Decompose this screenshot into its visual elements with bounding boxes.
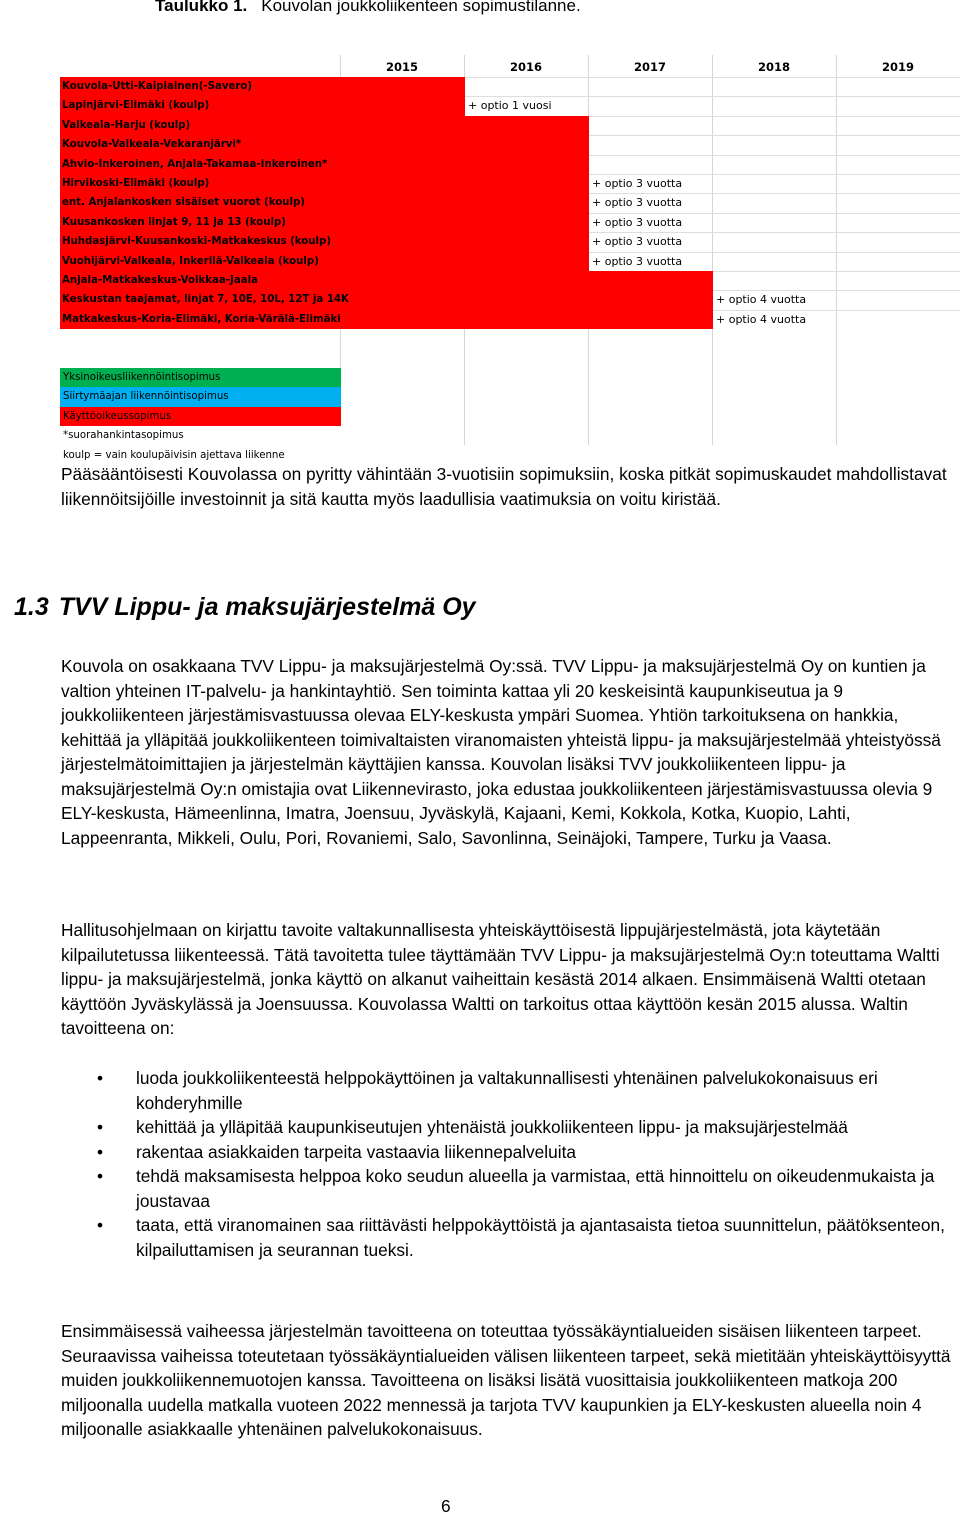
list-item: • rakentaa asiakkaiden tarpeita vastaavia liikennepalveluita [61, 1140, 951, 1165]
option-note: + optio 3 vuotta [592, 177, 683, 190]
contract-row [60, 271, 960, 290]
table-caption [155, 0, 581, 16]
option-note: + optio 4 vuotta [716, 293, 807, 307]
paragraph-contract-length: Pääsääntöisesti Kouvolassa on pyritty vähintään 3-vuotisiin sopimuksiin, koska pitkät sopimuskaudet mahdollistavat liikennöitsijöille investoinnit ja sitä kautta myös laadullisia vaatimuksia on voitu kiristää. [61, 464, 947, 509]
caption-text: Kouvolan joukkoliikenteen sopimustilanne. [261, 0, 581, 15]
contract-label: Kouvola-Utti-Kaipiainen(-Savero) [62, 81, 253, 92]
option-note: + optio 1 vuosi [468, 99, 552, 113]
contract-gantt-chart [60, 55, 960, 461]
waltti-goals-list [61, 1066, 951, 1262]
section-title: TVV Lippu- ja maksujärjestelmä Oy [58, 593, 476, 621]
year-label-2018: 2018 [757, 60, 790, 74]
list-item: • taata, että viranomainen saa riittävästi helppokäyttöistä ja ajantasaista tietoa suunnittelun, päätöksenteon, kilpailuttamisen ja seurannan tueksi. [61, 1213, 951, 1262]
list-item: • kehittää ja ylläpitää kaupunkiseutujen yhtenäistä joukkoliikenteen lippu- ja maksujärjestelmää [61, 1115, 951, 1140]
contract-label: Kouvola-Valkeala-Vekaranjärvi* [62, 139, 242, 151]
paragraph-tvv-company: Kouvola on osakkaana TVV Lippu- ja maksujärjestelmä Oy:ssä. TVV Lippu- ja maksujärjestelmä Oy on kuntien ja valtion yhteinen IT-palvelu- ja hankintayhtiö. Sen toiminta kattaa yli 20 keskeisintä kaupunkiseutua ja 9 joukkoliikenteen järjestämisvastuussa olevaa ELY-keskusta ympäri Suomea. Yhtiön tarkoituksena on hankkia, kehittää ja ylläpitää joukkoliikenteen toimivaltaisten viranomaisten yhteistä lippu- ja maksujärjestelmää yhteistyössä järjestelmätoimittajien ja järjestelmän käyttäjien kanssa. Kouvolan lisäksi TVV joukkoliikenteen lippu- ja maksujärjestelmä Oy:n omistajia ovat Liikennevirasto, joka edustaa joukkoliikenteen järjestämisvastuussa olevia 9 ELY-keskusta, Hämeenlinna, Imatra, Joensuu, Jyväskylä, Kajaani, Kemi, Kokkola, Kotka, Kuopio, Lahti, Lappeenranta, Mikkeli, Oulu, Pori, Rovaniemi, Salo, Savonlinna, Seinäjoki, Tampere, Turku ja Vaasa. [61, 656, 941, 848]
option-note: + optio 4 vuotta [716, 312, 807, 326]
contract-row [60, 174, 960, 193]
contract-label: ent. Anjalankosken sisäiset vuorot (koulp) [62, 197, 305, 209]
contract-label: Keskustan taajamat, linjat 7, 10E, 10L, 12T ja 14K [62, 294, 349, 306]
year-label-2019: 2019 [881, 60, 914, 74]
contract-label: Lapinjärvi-Elimäki (koulp) [62, 100, 210, 112]
option-note: + optio 3 vuotta [592, 235, 683, 249]
contract-label: Matkakeskus-Koria-Elimäki, Koria-Värälä-Elimäki [62, 313, 341, 325]
contract-row [60, 155, 960, 174]
contract-label: Valkeala-Harju (koulp) [62, 119, 191, 131]
caption-label: Taulukko 1. [155, 0, 248, 15]
contract-row [60, 252, 960, 271]
page-number: 6 [441, 1496, 451, 1516]
list-item: • luoda joukkoliikenteestä helppokäyttöinen ja valtakunnallisesti yhtenäinen palvelukokonaisuus eri kohderyhmille [61, 1066, 951, 1115]
legend-item: *suorahankintasopimus [60, 426, 341, 445]
contract-label: Ahvio-Inkeroinen, Anjala-Takamaa-Inkeroinen* [62, 158, 328, 170]
contract-row [60, 96, 960, 115]
section-number: 1.3 [14, 593, 49, 621]
year-label-2016: 2016 [509, 60, 542, 74]
contract-label: Vuohijärvi-Valkeala, Inkerilä-Valkeala (koulp) [62, 255, 319, 267]
contract-row [60, 116, 960, 135]
contract-row [60, 213, 960, 232]
contract-label: Hirvikoski-Elimäki (koulp) [62, 178, 210, 189]
year-label-2015: 2015 [385, 60, 418, 74]
option-note: + optio 3 vuotta [592, 215, 683, 229]
contract-label: Kuusankosken linjat 9, 11 ja 13 (koulp) [62, 216, 286, 228]
contract-row [60, 77, 960, 96]
contract-row [60, 135, 960, 154]
contract-label: Huhdasjärvi-Kuusankoski-Matkakeskus (koulp) [62, 236, 331, 248]
contract-row [60, 193, 960, 212]
paragraph-phases: Ensimmäisessä vaiheessa järjestelmän tavoitteena on toteuttaa työssäkäyntialueiden sisäisen liikenteen tarpeet. Seuraavissa vaiheissa toteutetaan työssäkäyntialueiden välisen liikenteen tarpeet, sekä mietitään yhteiskäyttöisyyttä muiden joukkoliikennemuotojen kanssa. Tavoitteena on lisäksi lisätä vuosittaisia joukkoliikenteen matkoja 200 miljoonalla uudella matkalla vuoteen 2022 mennessä ja tarjota TVV kaupunkien ja ELY-keskusten alueella noin 4 miljoonalle asiakkaalle yhtenäinen palvelukokonaisuus. [61, 1321, 951, 1439]
contract-row [60, 290, 960, 309]
option-note: + optio 3 vuotta [592, 254, 683, 268]
legend-item: Siirtymäajan liikennöintisopimus [60, 387, 341, 406]
contract-row [60, 232, 960, 251]
list-item: • tehdä maksamisesta helppoa koko seudun alueella ja varmistaa, että hinnoittelu on oikeudenmukaista ja joustavaa [61, 1164, 951, 1213]
year-label-2017: 2017 [633, 60, 666, 74]
legend-item: Käyttöoikeussopimus [60, 407, 341, 426]
year-header [340, 58, 958, 76]
legend-item: koulp = vain koulupäivisin ajettava liikenne [60, 446, 341, 465]
section-heading [14, 591, 476, 623]
paragraph-waltti: Hallitusohjelmaan on kirjattu tavoite valtakunnallisesta yhteiskäyttöisestä lippujärjestelmästä, jota käytetään kilpailutetussa liikenteessä. Tätä tavoitetta tulee täyttämään TVV Lippu- ja maksujärjestelmä Oy:n toteuttama Waltti lippu- ja maksujärjestelmä, jonka käyttö on alkanut vaiheittain kesästä 2014 alkaen. Ensimmäisenä Waltti otetaan käyttöön Jyväskylässä ja Joensuussa. Kouvolassa Waltti on tarkoitus ottaa käyttöön kesän 2015 alussa. Waltin tavoitteena on: [61, 920, 940, 1038]
contract-label: Anjala-Matkakeskus-Voikkaa-Jaala [62, 275, 258, 286]
legend-item: Yksinoikeusliikennöintisopimus [60, 368, 341, 387]
contract-row [60, 310, 960, 329]
option-note: + optio 3 vuotta [592, 196, 683, 210]
